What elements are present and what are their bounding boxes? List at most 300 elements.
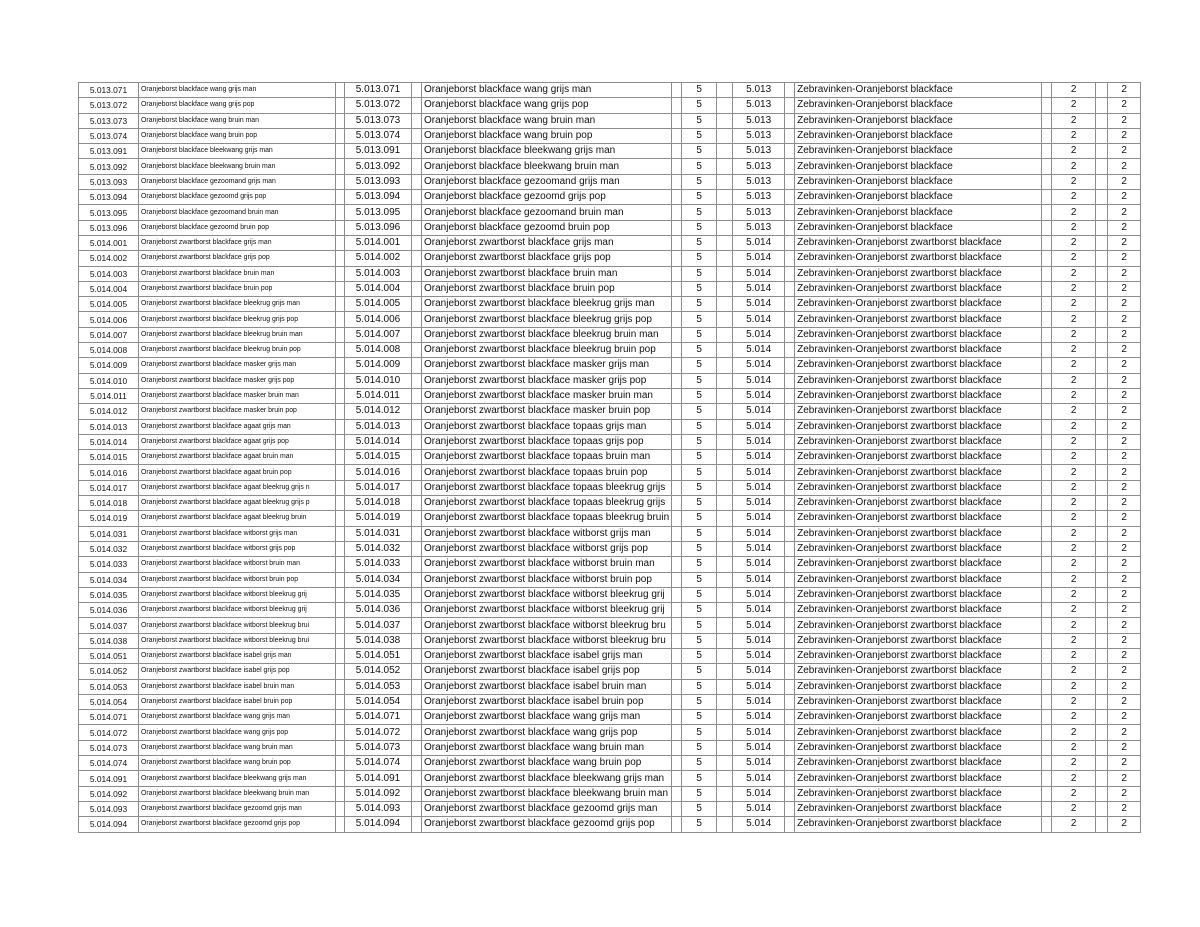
- spacer-cell: [412, 587, 422, 602]
- spacer-cell: [412, 786, 422, 801]
- code-cell: 5.014.009: [79, 358, 139, 373]
- spacer-cell: [672, 113, 682, 128]
- spacer-cell: [672, 98, 682, 113]
- code-copy-cell: 5.014.012: [345, 404, 412, 419]
- table-row: [79, 312, 1141, 327]
- spacer-cell: [336, 83, 345, 98]
- value-b-cell: 2: [1052, 664, 1096, 679]
- code-copy-cell: 5.014.033: [345, 557, 412, 572]
- group-name-cell: Zebravinken-Oranjeborst blackface: [795, 220, 1042, 235]
- group-name-cell: Zebravinken-Oranjeborst zwartborst blackface: [795, 572, 1042, 587]
- group-name-cell: Zebravinken-Oranjeborst zwartborst blackface: [795, 358, 1042, 373]
- table-row: [79, 434, 1141, 449]
- spacer-cell: [717, 159, 733, 174]
- spacer-cell: [672, 664, 682, 679]
- spacer-cell: [336, 587, 345, 602]
- group-name-cell: Zebravinken-Oranjeborst zwartborst blackface: [795, 679, 1042, 694]
- code-cell: 5.014.019: [79, 511, 139, 526]
- code-cell: 5.014.038: [79, 633, 139, 648]
- class-number-cell: 5: [682, 465, 717, 480]
- spacer-cell: [717, 557, 733, 572]
- value-c-cell: 2: [1108, 587, 1141, 602]
- value-c-cell: 2: [1108, 388, 1141, 403]
- table-row: [79, 251, 1141, 266]
- spacer-cell: [717, 343, 733, 358]
- description-cell: Oranjeborst zwartborst blackface topaas bleekrug grijs: [422, 496, 672, 511]
- short-name-cell: Oranjeborst zwartborst blackface witborst grijs pop: [139, 541, 336, 556]
- spacer-cell: [1096, 648, 1108, 663]
- group-code-cell: 5.013: [733, 159, 785, 174]
- spacer-cell: [717, 756, 733, 771]
- description-cell: Oranjeborst blackface bleekwang bruin man: [422, 159, 672, 174]
- spacer-cell: [1042, 388, 1052, 403]
- code-cell: 5.014.033: [79, 557, 139, 572]
- spacer-cell: [336, 694, 345, 709]
- description-cell: Oranjeborst zwartborst blackface gezoomd grijs pop: [422, 817, 672, 832]
- spacer-cell: [717, 327, 733, 342]
- description-cell: Oranjeborst zwartborst blackface witborst grijs pop: [422, 541, 672, 556]
- spacer-cell: [785, 358, 795, 373]
- spacer-cell: [412, 266, 422, 281]
- value-b-cell: 2: [1052, 113, 1096, 128]
- short-name-cell: Oranjeborst zwartborst blackface bleekwang grijs man: [139, 771, 336, 786]
- value-c-cell: 2: [1108, 801, 1141, 816]
- code-copy-cell: 5.013.095: [345, 205, 412, 220]
- spacer-cell: [1042, 618, 1052, 633]
- table-row: [79, 281, 1141, 296]
- spacer-cell: [785, 618, 795, 633]
- code-copy-cell: 5.014.015: [345, 450, 412, 465]
- short-name-cell: Oranjeborst blackface bleekwang grijs man: [139, 144, 336, 159]
- group-name-cell: Zebravinken-Oranjeborst blackface: [795, 83, 1042, 98]
- value-c-cell: 2: [1108, 434, 1141, 449]
- class-number-cell: 5: [682, 526, 717, 541]
- spacer-cell: [785, 725, 795, 740]
- group-code-cell: 5.014: [733, 572, 785, 587]
- code-copy-cell: 5.014.051: [345, 648, 412, 663]
- spacer-cell: [717, 694, 733, 709]
- code-cell: 5.014.091: [79, 771, 139, 786]
- group-code-cell: 5.014: [733, 587, 785, 602]
- value-b-cell: 2: [1052, 450, 1096, 465]
- code-cell: 5.014.052: [79, 664, 139, 679]
- spacer-cell: [336, 190, 345, 205]
- code-copy-cell: 5.014.010: [345, 373, 412, 388]
- spacer-cell: [336, 434, 345, 449]
- spacer-cell: [1042, 327, 1052, 342]
- code-copy-cell: 5.014.014: [345, 434, 412, 449]
- spacer-cell: [785, 159, 795, 174]
- spacer-cell: [717, 771, 733, 786]
- spacer-cell: [336, 113, 345, 128]
- spacer-cell: [1042, 159, 1052, 174]
- spacer-cell: [336, 343, 345, 358]
- code-copy-cell: 5.013.073: [345, 113, 412, 128]
- spacer-cell: [672, 404, 682, 419]
- group-code-cell: 5.014: [733, 541, 785, 556]
- spacer-cell: [1096, 434, 1108, 449]
- spacer-cell: [336, 786, 345, 801]
- code-copy-cell: 5.014.031: [345, 526, 412, 541]
- description-cell: Oranjeborst zwartborst blackface witborst bleekrug bru: [422, 633, 672, 648]
- group-code-cell: 5.014: [733, 297, 785, 312]
- spacer-cell: [672, 526, 682, 541]
- value-c-cell: 2: [1108, 266, 1141, 281]
- value-c-cell: 2: [1108, 190, 1141, 205]
- value-b-cell: 2: [1052, 756, 1096, 771]
- spacer-cell: [336, 159, 345, 174]
- code-cell: 5.014.037: [79, 618, 139, 633]
- spacer-cell: [1096, 281, 1108, 296]
- description-cell: Oranjeborst zwartborst blackface masker bruin man: [422, 388, 672, 403]
- code-cell: 5.014.011: [79, 388, 139, 403]
- spacer-cell: [336, 572, 345, 587]
- spacer-cell: [785, 235, 795, 250]
- spacer-cell: [785, 801, 795, 816]
- spacer-cell: [785, 679, 795, 694]
- spacer-cell: [1096, 465, 1108, 480]
- spacer-cell: [672, 174, 682, 189]
- class-number-cell: 5: [682, 710, 717, 725]
- class-number-cell: 5: [682, 740, 717, 755]
- class-number-cell: 5: [682, 694, 717, 709]
- group-code-cell: 5.014: [733, 511, 785, 526]
- spacer-cell: [336, 725, 345, 740]
- table-row: [79, 465, 1141, 480]
- value-b-cell: 2: [1052, 373, 1096, 388]
- spacer-cell: [717, 113, 733, 128]
- value-c-cell: 2: [1108, 159, 1141, 174]
- spacer-cell: [336, 174, 345, 189]
- table-row: [79, 83, 1141, 98]
- short-name-cell: Oranjeborst zwartborst blackface grijs man: [139, 235, 336, 250]
- value-b-cell: 2: [1052, 128, 1096, 143]
- spacer-cell: [1042, 251, 1052, 266]
- spacer-cell: [717, 312, 733, 327]
- spacer-cell: [336, 266, 345, 281]
- value-b-cell: 2: [1052, 281, 1096, 296]
- spacer-cell: [1042, 83, 1052, 98]
- group-name-cell: Zebravinken-Oranjeborst zwartborst blackface: [795, 725, 1042, 740]
- spacer-cell: [412, 465, 422, 480]
- class-number-cell: 5: [682, 220, 717, 235]
- spacer-cell: [336, 496, 345, 511]
- description-cell: Oranjeborst zwartborst blackface topaas grijs man: [422, 419, 672, 434]
- table-row: [79, 618, 1141, 633]
- description-cell: Oranjeborst zwartborst blackface grijs pop: [422, 251, 672, 266]
- code-copy-cell: 5.014.004: [345, 281, 412, 296]
- spacer-cell: [785, 297, 795, 312]
- value-c-cell: 2: [1108, 358, 1141, 373]
- spacer-cell: [336, 664, 345, 679]
- class-number-cell: 5: [682, 159, 717, 174]
- spacer-cell: [1042, 756, 1052, 771]
- spacer-cell: [336, 98, 345, 113]
- spacer-cell: [336, 358, 345, 373]
- spacer-cell: [717, 205, 733, 220]
- spacer-cell: [412, 756, 422, 771]
- short-name-cell: Oranjeborst blackface wang grijs man: [139, 83, 336, 98]
- spacer-cell: [1042, 144, 1052, 159]
- class-number-cell: 5: [682, 98, 717, 113]
- spacer-cell: [412, 388, 422, 403]
- class-number-cell: 5: [682, 281, 717, 296]
- spacer-cell: [672, 297, 682, 312]
- spacer-cell: [336, 740, 345, 755]
- description-cell: Oranjeborst zwartborst blackface wang bruin pop: [422, 756, 672, 771]
- spacer-cell: [785, 511, 795, 526]
- spacer-cell: [785, 327, 795, 342]
- code-copy-cell: 5.014.001: [345, 235, 412, 250]
- short-name-cell: Oranjeborst zwartborst blackface isabel bruin pop: [139, 694, 336, 709]
- description-cell: Oranjeborst zwartborst blackface witborst bleekrug bru: [422, 618, 672, 633]
- code-copy-cell: 5.014.017: [345, 480, 412, 495]
- spacer-cell: [1096, 373, 1108, 388]
- code-copy-cell: 5.014.016: [345, 465, 412, 480]
- group-name-cell: Zebravinken-Oranjeborst zwartborst blackface: [795, 404, 1042, 419]
- group-name-cell: Zebravinken-Oranjeborst blackface: [795, 113, 1042, 128]
- spacer-cell: [1096, 480, 1108, 495]
- table-row: [79, 266, 1141, 281]
- spacer-cell: [785, 526, 795, 541]
- value-b-cell: 2: [1052, 541, 1096, 556]
- class-number-cell: 5: [682, 373, 717, 388]
- spacer-cell: [412, 694, 422, 709]
- group-code-cell: 5.014: [733, 343, 785, 358]
- value-c-cell: 2: [1108, 817, 1141, 832]
- spacer-cell: [1042, 603, 1052, 618]
- spacer-cell: [717, 358, 733, 373]
- spacer-cell: [785, 128, 795, 143]
- spacer-cell: [1042, 343, 1052, 358]
- spacer-cell: [785, 710, 795, 725]
- group-name-cell: Zebravinken-Oranjeborst zwartborst blackface: [795, 557, 1042, 572]
- table-row: [79, 388, 1141, 403]
- code-cell: 5.013.071: [79, 83, 139, 98]
- spacer-cell: [717, 541, 733, 556]
- code-copy-cell: 5.014.018: [345, 496, 412, 511]
- spacer-cell: [1096, 113, 1108, 128]
- spacer-cell: [717, 740, 733, 755]
- code-cell: 5.014.006: [79, 312, 139, 327]
- code-cell: 5.014.013: [79, 419, 139, 434]
- spacer-cell: [1096, 205, 1108, 220]
- spacer-cell: [672, 786, 682, 801]
- group-name-cell: Zebravinken-Oranjeborst zwartborst blackface: [795, 373, 1042, 388]
- spacer-cell: [1042, 98, 1052, 113]
- description-cell: Oranjeborst zwartborst blackface topaas bleekrug bruin: [422, 511, 672, 526]
- spacer-cell: [717, 190, 733, 205]
- spacer-cell: [1096, 801, 1108, 816]
- value-b-cell: 2: [1052, 710, 1096, 725]
- spacer-cell: [1042, 450, 1052, 465]
- group-name-cell: Zebravinken-Oranjeborst zwartborst blackface: [795, 312, 1042, 327]
- short-name-cell: Oranjeborst zwartborst blackface bleekrug grijs man: [139, 297, 336, 312]
- spacer-cell: [672, 801, 682, 816]
- spacer-cell: [1042, 281, 1052, 296]
- description-cell: Oranjeborst zwartborst blackface bruin pop: [422, 281, 672, 296]
- spacer-cell: [672, 205, 682, 220]
- description-cell: Oranjeborst zwartborst blackface isabel grijs pop: [422, 664, 672, 679]
- spacer-cell: [717, 98, 733, 113]
- spacer-cell: [672, 771, 682, 786]
- code-cell: 5.013.092: [79, 159, 139, 174]
- table-row: [79, 603, 1141, 618]
- table-row: [79, 511, 1141, 526]
- value-c-cell: 2: [1108, 220, 1141, 235]
- value-b-cell: 2: [1052, 251, 1096, 266]
- code-copy-cell: 5.014.008: [345, 343, 412, 358]
- table-row: [79, 450, 1141, 465]
- spacer-cell: [785, 740, 795, 755]
- group-name-cell: Zebravinken-Oranjeborst zwartborst blackface: [795, 419, 1042, 434]
- class-number-cell: 5: [682, 557, 717, 572]
- group-name-cell: Zebravinken-Oranjeborst blackface: [795, 98, 1042, 113]
- code-cell: 5.014.018: [79, 496, 139, 511]
- spacer-cell: [1042, 480, 1052, 495]
- spacer-cell: [336, 511, 345, 526]
- short-name-cell: Oranjeborst zwartborst blackface grijs pop: [139, 251, 336, 266]
- value-c-cell: 2: [1108, 281, 1141, 296]
- value-b-cell: 2: [1052, 343, 1096, 358]
- code-copy-cell: 5.014.073: [345, 740, 412, 755]
- value-c-cell: 2: [1108, 343, 1141, 358]
- value-b-cell: 2: [1052, 526, 1096, 541]
- table-row: [79, 190, 1141, 205]
- group-name-cell: Zebravinken-Oranjeborst blackface: [795, 190, 1042, 205]
- code-cell: 5.014.092: [79, 786, 139, 801]
- code-cell: 5.014.051: [79, 648, 139, 663]
- spacer-cell: [336, 756, 345, 771]
- code-copy-cell: 5.014.013: [345, 419, 412, 434]
- spacer-cell: [1042, 694, 1052, 709]
- value-c-cell: 2: [1108, 404, 1141, 419]
- spacer-cell: [336, 128, 345, 143]
- value-c-cell: 2: [1108, 725, 1141, 740]
- value-c-cell: 2: [1108, 710, 1141, 725]
- spacer-cell: [785, 220, 795, 235]
- class-number-cell: 5: [682, 756, 717, 771]
- spacer-cell: [336, 373, 345, 388]
- group-code-cell: 5.014: [733, 557, 785, 572]
- spacer-cell: [1096, 404, 1108, 419]
- code-cell: 5.013.095: [79, 205, 139, 220]
- spacer-cell: [717, 633, 733, 648]
- description-cell: Oranjeborst blackface wang bruin man: [422, 113, 672, 128]
- spacer-cell: [717, 603, 733, 618]
- spacer-cell: [717, 251, 733, 266]
- group-code-cell: 5.013: [733, 174, 785, 189]
- value-c-cell: 2: [1108, 496, 1141, 511]
- spacer-cell: [1096, 572, 1108, 587]
- spacer-cell: [672, 541, 682, 556]
- group-code-cell: 5.013: [733, 190, 785, 205]
- spacer-cell: [412, 281, 422, 296]
- value-b-cell: 2: [1052, 98, 1096, 113]
- class-number-cell: 5: [682, 603, 717, 618]
- group-name-cell: Zebravinken-Oranjeborst zwartborst blackface: [795, 251, 1042, 266]
- spacer-cell: [1042, 465, 1052, 480]
- spacer-cell: [1042, 541, 1052, 556]
- value-b-cell: 2: [1052, 557, 1096, 572]
- value-b-cell: 2: [1052, 434, 1096, 449]
- code-copy-cell: 5.014.094: [345, 817, 412, 832]
- table-row: [79, 144, 1141, 159]
- value-c-cell: 2: [1108, 373, 1141, 388]
- spacer-cell: [785, 496, 795, 511]
- spacer-cell: [1096, 817, 1108, 832]
- table-body: [79, 83, 1141, 833]
- table-row: [79, 817, 1141, 832]
- code-cell: 5.014.008: [79, 343, 139, 358]
- value-c-cell: 2: [1108, 618, 1141, 633]
- spacer-cell: [412, 312, 422, 327]
- description-cell: Oranjeborst zwartborst blackface masker grijs man: [422, 358, 672, 373]
- group-code-cell: 5.014: [733, 251, 785, 266]
- spacer-cell: [336, 388, 345, 403]
- spacer-cell: [717, 144, 733, 159]
- spacer-cell: [336, 312, 345, 327]
- code-cell: 5.014.035: [79, 587, 139, 602]
- value-c-cell: 2: [1108, 174, 1141, 189]
- short-name-cell: Oranjeborst zwartborst blackface agaat bleekrug grijs p: [139, 496, 336, 511]
- spacer-cell: [717, 373, 733, 388]
- value-c-cell: 2: [1108, 648, 1141, 663]
- group-name-cell: Zebravinken-Oranjeborst zwartborst blackface: [795, 496, 1042, 511]
- description-cell: Oranjeborst zwartborst blackface wang grijs man: [422, 710, 672, 725]
- code-copy-cell: 5.014.038: [345, 633, 412, 648]
- spacer-cell: [412, 526, 422, 541]
- spacer-cell: [785, 450, 795, 465]
- description-cell: Oranjeborst blackface wang grijs man: [422, 83, 672, 98]
- value-c-cell: 2: [1108, 83, 1141, 98]
- spacer-cell: [336, 404, 345, 419]
- spacer-cell: [1042, 373, 1052, 388]
- description-cell: Oranjeborst zwartborst blackface masker bruin pop: [422, 404, 672, 419]
- spacer-cell: [672, 679, 682, 694]
- value-b-cell: 2: [1052, 572, 1096, 587]
- value-c-cell: 2: [1108, 526, 1141, 541]
- spacer-cell: [1096, 618, 1108, 633]
- value-c-cell: 2: [1108, 740, 1141, 755]
- group-code-cell: 5.013: [733, 144, 785, 159]
- spacer-cell: [336, 327, 345, 342]
- code-cell: 5.014.073: [79, 740, 139, 755]
- spacer-cell: [1096, 541, 1108, 556]
- spacer-cell: [412, 450, 422, 465]
- spacer-cell: [412, 434, 422, 449]
- table-row: [79, 786, 1141, 801]
- short-name-cell: Oranjeborst zwartborst blackface bleekrug bruin man: [139, 327, 336, 342]
- group-name-cell: Zebravinken-Oranjeborst zwartborst blackface: [795, 281, 1042, 296]
- table-row: [79, 159, 1141, 174]
- spacer-cell: [672, 190, 682, 205]
- class-number-cell: 5: [682, 801, 717, 816]
- spacer-cell: [336, 419, 345, 434]
- value-c-cell: 2: [1108, 771, 1141, 786]
- value-b-cell: 2: [1052, 786, 1096, 801]
- code-copy-cell: 5.014.006: [345, 312, 412, 327]
- short-name-cell: Oranjeborst zwartborst blackface agaat bruin pop: [139, 465, 336, 480]
- spacer-cell: [1042, 710, 1052, 725]
- code-cell: 5.013.094: [79, 190, 139, 205]
- spacer-cell: [1042, 817, 1052, 832]
- spacer-cell: [1042, 434, 1052, 449]
- code-cell: 5.014.034: [79, 572, 139, 587]
- group-name-cell: Zebravinken-Oranjeborst zwartborst blackface: [795, 343, 1042, 358]
- code-cell: 5.014.010: [79, 373, 139, 388]
- spacer-cell: [1096, 297, 1108, 312]
